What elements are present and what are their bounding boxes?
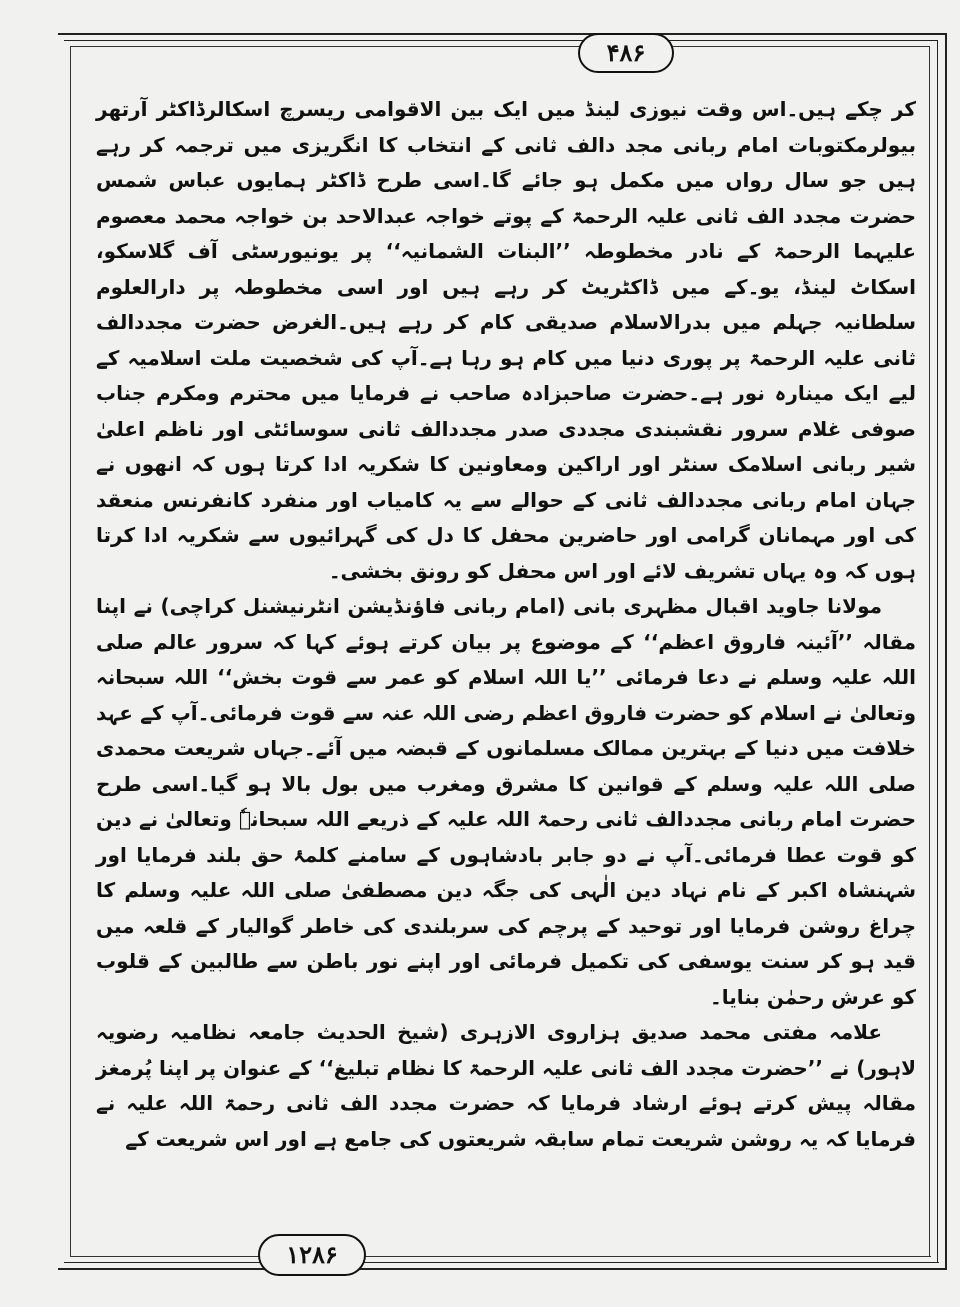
- outer-border-bottom: [58, 1268, 947, 1270]
- inner-border-left: [70, 46, 71, 1256]
- bottom-page-number: ۱۲۸۶: [258, 1234, 366, 1276]
- top-page-number: ۴۸۶: [578, 33, 674, 73]
- middle-border-bottom: [64, 1262, 939, 1263]
- inner-border-bottom: [70, 1256, 931, 1257]
- paragraph-conference-thanks: کر چکے ہیں۔اس وقت نیوزی لینڈ میں ایک بین الاقوامی ریسرچ اسکالرڈاکٹر آرتھر بیولرمکتوبات امام ربانی مجد دالف ثانی کے انتخاب کا انگریزی میں ترجمہ کر رہے ہیں جو سال رواں میں مکمل ہو جائے گا۔اسی طرح ڈاکٹر ہمایوں عباس شمس حضرت مجدد الف ثانی علیہ الرحمۃ کے پوتے خواجہ عبدالاحد بن خواجہ محمد معصوم علیہما الرحمۃ کے نادر مخطوطہ ’’البنات الشمانیہ‘‘ پر یونیورسٹی آف گلاسکو، اسکاٹ لینڈ، یو۔کے میں ڈاکٹریٹ کر رہے ہیں اور اسی مخطوطہ پر دارالعلوم سلطانیہ جہلم میں بدرالاسلام صدیقی کام کر رہے ہیں۔الغرض حضرت مجددالف ثانی علیہ الرحمۃ پر پوری دنیا میں کام ہو رہا ہے۔آپ کی شخصیت ملت اسلامیہ کے لیے ایک مینارہ نور ہے۔حضرت صاحبزادہ صاحب نے فرمایا میں محترم ومکرم جناب صوفی غلام سرور نقشبندی مجددی صدر مجددالف ثانی سوسائٹی اور ناظم اعلیٰ شیر ربانی اسلامک سنٹر اور اراکین ومعاونین کا شکریہ ادا کرتا ہوں کہ انھوں نے جہان امام ربانی مجددالف ثانی کے حوالے سے یہ کامیاب اور منفرد کانفرنس منعقد کی اور مہمانان گرامی اور حاضرین محفل کا دل کی گہرائیوں سے شکریہ ادا کرتا ہوں کہ وہ یہاں تشریف لائے اور اس محفل کو رونق بخشی۔: [96, 97, 916, 583]
- paragraph-javed-iqbal-mazhari: مولانا جاوید اقبال مظہری بانی (امام ربانی فاؤنڈیشن انٹرنیشنل کراچی) نے اپنا مقالہ ’’آئینہ فاروق اعظم‘‘ کے موضوع پر بیان کرتے ہوئے کہا کہ سرور عالم صلی اللہ علیہ وسلم نے دعا فرمائی ’’یا اللہ اسلام کو عمر سے قوت بخش‘‘ اللہ سبحانہ وتعالیٰ نے اسلام کو حضرت فاروق اعظم رضی اللہ عنہ سے قوت فرمائی۔آپ کے عہد خلافت میں دنیا کے بہترین ممالک مسلمانوں کے قبضہ میں آئے۔جہاں شریعت محمدی صلی اللہ علیہ وسلم کے قوانین کا مشرق ومغرب میں بول بالا ہو گیا۔اسی طرح حضرت امام ربانی مجددالف ثانی رحمۃ اللہ علیہ کے ذریعے اللہ سبحانہٗ وتعالیٰ نے دین کو قوت عطا فرمائی۔آپ نے دو جابر بادشاہوں کے سامنے کلمۂ حق بلند فرمایا اور شہنشاہ اکبر کے نام نہاد دین الٰہی کی جگہ دین مصطفیٰ صلی اللہ علیہ وسلم کا چراغ روشن فرمایا اور توحید کے پرچم کی سربلندی کی خاطر گوالیار کے قلعہ میں قید ہو کر سنت یوسفی کی تکمیل فرمائی اور اپنے نور باطن سے طالبین کے قلوب کو عرش رحمٰن بنایا۔: [96, 594, 916, 1009]
- body-text: [96, 92, 916, 1157]
- paragraph-mufti-siddiq-hazarvi: علامہ مفتی محمد صدیق ہزاروی الازہری (شیخ الحدیث جامعہ نظامیہ رضویہ لاہور) نے ’’حضرت مجدد الف ثانی علیہ الرحمۃ کا نظام تبلیغ‘‘ کے عنوان پر اپنا پُرمغز مقالہ پیش کرتے ہوئے ارشاد فرمایا کہ حضرت مجدد الف ثانی رحمۃ اللہ علیہ نے فرمایا کہ یہ روشن شریعت تمام سابقہ شریعتوں کی جامع ہے اور اس شریعت کے: [96, 1020, 916, 1151]
